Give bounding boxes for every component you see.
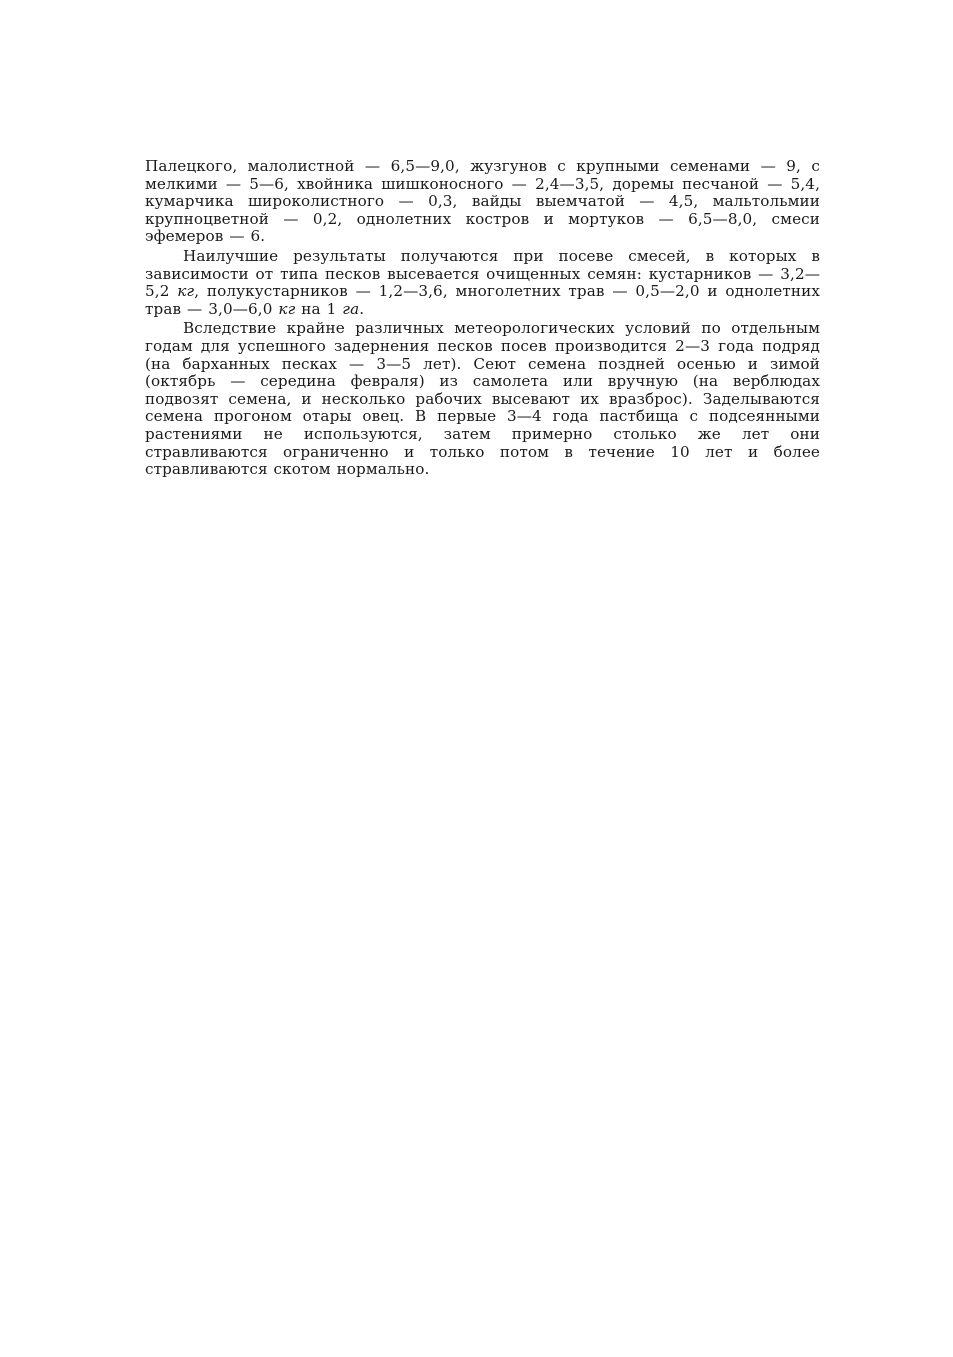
paragraph-sowing-practice: Вследствие крайне различных метеорологических условий по отдельным годам для успешного задернения песков посев производится 2—3 года подряд (на барханных песках — 3—5 лет). Сеют семена поздней осенью и зимой (октябрь — середина февраля) из самолета или вручную (на верблюдах подвозят семена, и несколько рабочих высевают их вразброс). Заделываются семена прогоном отары овец. В первые 3—4 года пастбища с подсеянными растениями не используются, затем примерно столько же лет они стравливаются ограниченно и только потом в течение 10 лет и более стравливаются скотом нормально. — [145, 319, 820, 479]
unit-kg: кг — [278, 299, 296, 318]
unit-ha: га — [342, 299, 360, 318]
paragraph-best-results-text-2: , полукустарников — 1,2—3,6, многолетних трав — 0,5—2,0 и однолетних трав — 3,0—6,0 — [145, 282, 820, 318]
paragraph-best-results — [145, 248, 820, 318]
paragraph-best-results-text-1: Наилучшие результаты получаются при посеве смесей, в которых в зависимости от типа песков высевается очищенных семян: кустарников — 3,2—5,2 — [145, 246, 820, 301]
paragraph-best-results-text-4: . — [359, 299, 365, 318]
unit-kg: кг — [177, 282, 195, 301]
document-page — [145, 158, 820, 479]
paragraph-best-results-text-3: на 1 — [295, 299, 343, 318]
paragraph-seeding-rates: Палецкого, малолистной — 6,5—9,0, жузгунов с крупными семенами — 9, с мелкими — 5—6, хвойника шишконосного — 2,4—3,5, доремы песчаной — 5,4, кумарчика широколистного — 0,3, вайды выемчатой — 4,5, мальтольмии крупноцветной — 0,2, однолетних костров и мортуков — 6,5—8,0, смеси эфемеров — 6. — [145, 157, 820, 246]
